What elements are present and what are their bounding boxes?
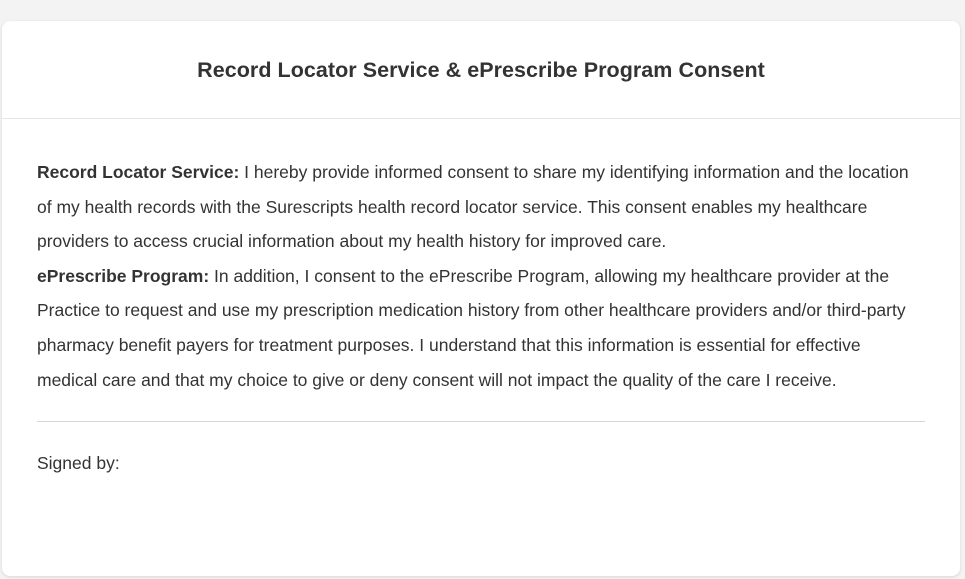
card-body: [2, 119, 960, 474]
eprescribe-text: In addition, I consent to the ePrescribe Program, allowing my healthcare provider at the Practice to request and use my prescription medication history from other healthcare providers and/or third-party pharmacy benefit payers for treatment purposes. I understand that this information is essential for effective medical care and that my choice to give or deny consent will not impact the quality of the care I receive.: [37, 265, 906, 390]
consent-card: [2, 21, 960, 576]
page-title: Record Locator Service & ePrescribe Program Consent: [197, 58, 765, 82]
consent-text: [37, 155, 925, 397]
signed-by-label: Signed by:: [37, 453, 120, 474]
rls-heading: Record Locator Service:: [37, 162, 240, 182]
card-header: [2, 21, 960, 119]
rls-text: I hereby provide informed consent to share my identifying information and the location of my health records with the Surescripts health record locator service. This consent enables my healthcare providers to access crucial information about my health history for improved care.: [37, 162, 909, 252]
eprescribe-heading: ePrescribe Program:: [37, 265, 210, 286]
divider: [37, 421, 925, 422]
